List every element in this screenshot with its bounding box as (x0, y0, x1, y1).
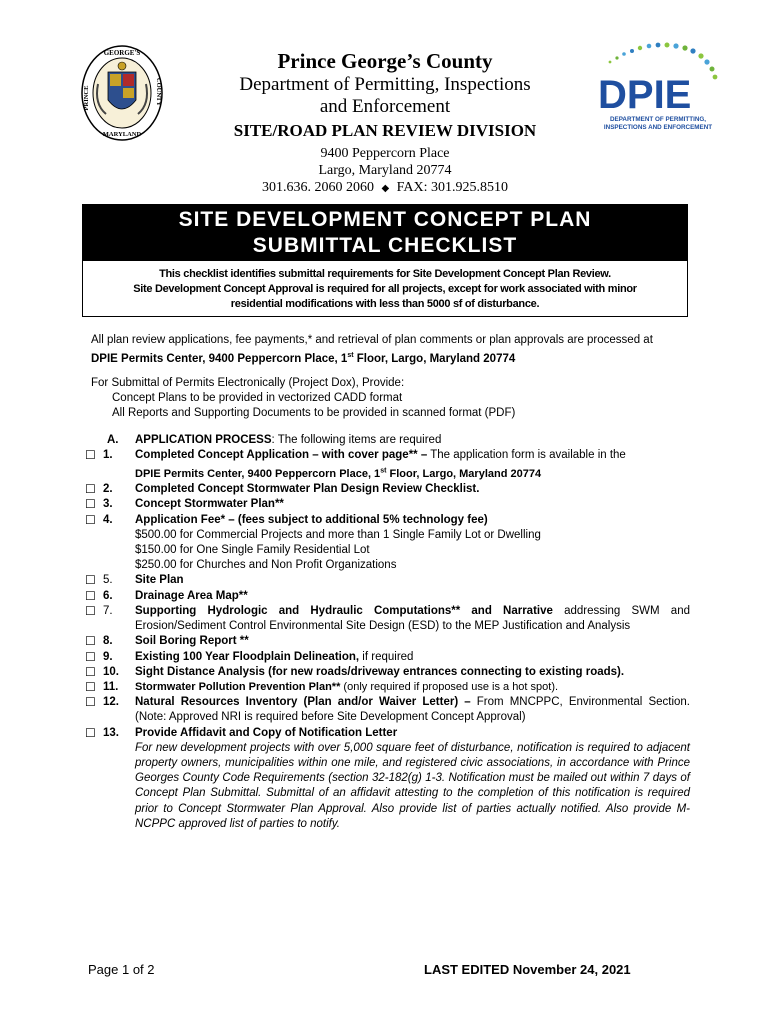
electronic-pdf: All Reports and Supporting Documents to be provided in scanned format (PDF) (112, 407, 516, 419)
checkbox[interactable]: ☐ (85, 664, 96, 679)
svg-text:DPIE: DPIE (598, 73, 692, 117)
address-line-1: 9400 Peppercorn Place (320, 146, 450, 161)
checkbox[interactable]: ☐ (85, 649, 96, 664)
checkbox[interactable]: ☐ (85, 573, 96, 588)
division-name: SITE/ROAD PLAN REVIEW DIVISION (233, 121, 537, 140)
section-heading (85, 433, 690, 448)
intro-notice (82, 260, 688, 317)
list-item: ☐ 5. Site Plan (85, 573, 184, 588)
checkbox[interactable]: ☐ (85, 482, 96, 497)
checkbox[interactable]: ☐ (85, 634, 96, 649)
electronic-cadd: Concept Plans to be provided in vectorized CADD format (112, 392, 403, 404)
svg-text:MARYLAND: MARYLAND (102, 131, 142, 138)
list-item: ☐ 8. Soil Boring Report ** (85, 634, 249, 649)
checkbox[interactable]: ☐ (85, 603, 96, 618)
intro-line-3: residential modifications with less than 5000 sf of disturbance. (230, 298, 540, 310)
checkbox[interactable]: ☐ (85, 497, 96, 512)
list-item: ☐ 4. Application Fee* – (fees subject to additional 5% technology fee) $500.00 for Commercial Projects and more than 1 Single Family Lot or Dwelling $150.00 for One Single Family Residential Lot $250.00 for Churches and Non Profit Organizations (85, 513, 690, 574)
list-item: ☐ 13. Provide Affidavit and Copy of Notification Letter For new development projects with over 5,000 square feet of disturbance, notification is required to adjacent property owners, municipalities within one mile, and registered civic associations, in accordance with Prince Georges County Code Requirements (section 32-182(g) 1-3. Notification must be mailed out within 7 days of Concept Plan Submittal. Submittal of an affidavit attesting to the completion of this notification is required prior to Concept Stormwater Plan Approval. Also provide list of parties actually notified. Also provide M-NCPPC approved list of parties to notify. (85, 726, 690, 832)
checkbox[interactable]: ☐ (85, 512, 96, 527)
page-number: Page 1 of 2 (88, 962, 155, 977)
svg-text:DEPARTMENT OF PERMITTING,: DEPARTMENT OF PERMITTING, (609, 116, 707, 123)
electronic-submittal-paragraph (91, 376, 691, 421)
address-block (170, 145, 600, 197)
fax-number: FAX: 301.925.8510 (396, 180, 509, 195)
checkbox[interactable]: ☐ (85, 725, 96, 740)
svg-text:INSPECTIONS AND ENFORCEMENT: INSPECTIONS AND ENFORCEMENT (603, 124, 713, 131)
checkbox[interactable]: ☐ (85, 695, 96, 710)
section-letter: A. (107, 434, 119, 446)
list-item: ☐ 10. Sight Distance Analysis (for new roads/driveway entrances connecting to existing roads). (85, 664, 625, 679)
checklist-title-banner (82, 204, 688, 260)
checkbox[interactable]: ☐ (85, 448, 96, 463)
department-line-1: Department of Permitting, Inspections (239, 74, 531, 95)
svg-text:PRINCE: PRINCE (83, 85, 90, 111)
list-item: ☐ 2. Completed Concept Stormwater Plan Design Review Checklist. (85, 482, 480, 497)
list-item: ☐ 1. Completed Concept Application – with cover page** – The application form is available in the DPIE Permits Center, 9400 Peppercorn Place, 1st Floor, Largo, Maryland 20774 (85, 448, 690, 482)
processing-paragraph (91, 333, 691, 367)
intro-line-2: Site Development Concept Approval is required for all projects, except for work associated with minor (133, 283, 637, 295)
intro-line-1: This checklist identifies submittal requirements for Site Development Concept Plan Review. (159, 268, 611, 280)
dpie-logo (590, 36, 725, 136)
processing-text: All plan review applications, fee payments,* and retrieval of plan comments or plan approvals are processed at (91, 334, 653, 346)
checklist (85, 433, 690, 832)
diamond-icon: ◆ (381, 183, 390, 194)
department-name (170, 74, 600, 118)
electronic-heading: For Submittal of Permits Electronically (Project Dox), Provide: (91, 377, 405, 389)
last-edited: LAST EDITED November 24, 2021 (424, 962, 631, 977)
list-item: ☐ 6. Drainage Area Map** (85, 588, 248, 603)
department-line-2: and Enforcement (319, 96, 451, 117)
section-title: APPLICATION PROCESS (135, 434, 272, 446)
banner-line-2: SUBMITTAL CHECKLIST (252, 234, 518, 257)
phone-number: 301.636. 2060 2060 (261, 180, 374, 195)
svg-text:COUNTY: COUNTY (155, 77, 162, 107)
county-seal (80, 44, 164, 142)
list-item: ☐ 12. Natural Resources Inventory (Plan and/or Waiver Letter) – From MNCPPC, Environmental Section. (Note: Approved NRI is required before Site Development Concept Approval) (85, 695, 690, 725)
permits-center-address: DPIE Permits Center, 9400 Peppercorn Place, 1st Floor, Largo, Maryland 20774 (91, 352, 516, 365)
address-line-2: Largo, Maryland 20774 (318, 163, 452, 178)
notification-requirements: For new development projects with over 5,000 square feet of disturbance, notification is required to adjacent property owners, municipalities within one mile, and registered civic associations, in accordance with Prince Georges County Code Requirements (section 32-182(g) 1-3. Notification must be mailed out within 7 days of Concept Plan Submittal. Submittal of an affidavit attesting to the completion of this notification is required prior to Concept Stormwater Plan Approval. Also provide list of parties actually notified. Also provide M-NCPPC approved list of parties to notify. (135, 741, 690, 830)
svg-text:GEORGE'S: GEORGE'S (103, 49, 141, 57)
list-item: ☐ 7. Supporting Hydrologic and Hydraulic Computations** and Narrative addressing SWM and Erosion/Sediment Control Environmental Site Design (ESD) to the MEP Justification and Analysis (85, 604, 690, 634)
list-item: ☐ 11. Stormwater Pollution Prevention Plan** (only required if proposed use is a hot spot). (85, 679, 559, 694)
section-subtitle: : The following items are required (271, 434, 442, 446)
county-title: Prince George’s County (277, 49, 493, 73)
checkbox[interactable]: ☐ (85, 588, 96, 603)
list-item: ☐ 3. Concept Stormwater Plan** (85, 497, 284, 512)
banner-line-1: SITE DEVELOPMENT CONCEPT PLAN (178, 208, 592, 231)
list-item: ☐ 9. Existing 100 Year Floodplain Delineation, if required (85, 649, 414, 664)
checkbox[interactable]: ☐ (85, 679, 96, 694)
contact-line (170, 179, 600, 197)
